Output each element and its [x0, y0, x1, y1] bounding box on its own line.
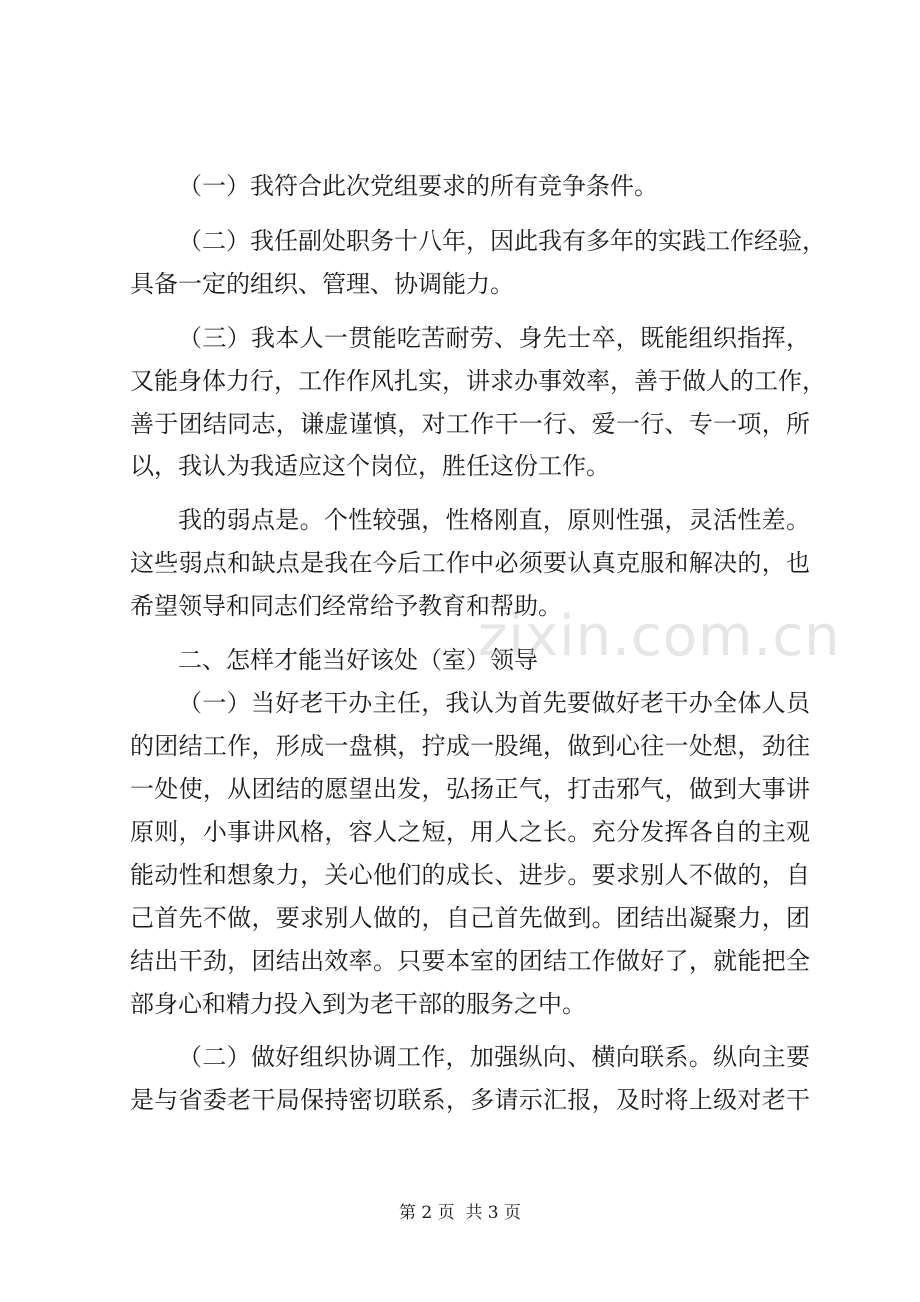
paragraph-line-19: 部身心和精力投入到为老干部的服务之中。 — [130, 990, 586, 1018]
paragraph-line-5: 又能身体力行，工作作风扎实，讲求办事效率，善于做人的工作， — [130, 367, 826, 395]
paragraph-line-4: （三）我本人一贯能吃苦耐劳、身先士卒，既能组织指挥， — [178, 324, 810, 352]
watermark: zixin.com.cn — [478, 604, 841, 669]
paragraph-line-1: （一）我符合此次党组要求的所有竞争条件。 — [178, 172, 658, 200]
paragraph-line-17: 己首先不做，要求别人做的，自己首先做到。团结出凝聚力，团 — [130, 904, 810, 932]
paragraph-line-21: 是与省委老干局保持密切联系，多请示汇报，及时将上级对老干 — [130, 1086, 810, 1114]
paragraph-line-10: 希望领导和同志们经常给予教育和帮助。 — [130, 592, 562, 620]
paragraph-line-16: 能动性和想象力，关心他们的成长、进步。要求别人不做的，自 — [130, 861, 810, 889]
paragraph-line-8: 我的弱点是。个性较强，性格刚直，原则性强，灵活性差。 — [178, 506, 810, 534]
section-heading: 二、怎样才能当好该处（室）领导 — [178, 646, 538, 674]
paragraph-line-6: 善于团结同志，谦虚谨慎，对工作干一行、爱一行、专一项，所 — [130, 410, 810, 438]
paragraph-line-3: 具备一定的组织、管理、协调能力。 — [130, 270, 514, 298]
page-footer: 第 2 页 共 3 页 — [398, 1203, 522, 1223]
paragraph-line-7: 以，我认为我适应这个岗位，胜任这份工作。 — [130, 452, 610, 480]
paragraph-line-15: 原则，小事讲风格，容人之短，用人之长。充分发挥各自的主观 — [130, 818, 810, 846]
paragraph-line-9: 这些弱点和缺点是我在今后工作中必须要认真克服和解决的，也 — [130, 549, 810, 577]
paragraph-line-12: （一）当好老干办主任，我认为首先要做好老干办全体人员 — [178, 689, 810, 717]
paragraph-line-13: 的团结工作，形成一盘棋，拧成一股绳，做到心往一处想，劲往 — [130, 732, 810, 760]
paragraph-line-2: （二）我任副处职务十八年，因此我有多年的实践工作经验， — [178, 227, 826, 255]
paragraph-line-20: （二）做好组织协调工作，加强纵向、横向联系。纵向主要 — [178, 1043, 810, 1071]
paragraph-line-18: 结出干劲，团结出效率。只要本室的团结工作做好了，就能把全 — [130, 947, 810, 975]
paragraph-line-14: 一处使，从团结的愿望出发，弘扬正气，打击邪气，做到大事讲 — [130, 775, 810, 803]
